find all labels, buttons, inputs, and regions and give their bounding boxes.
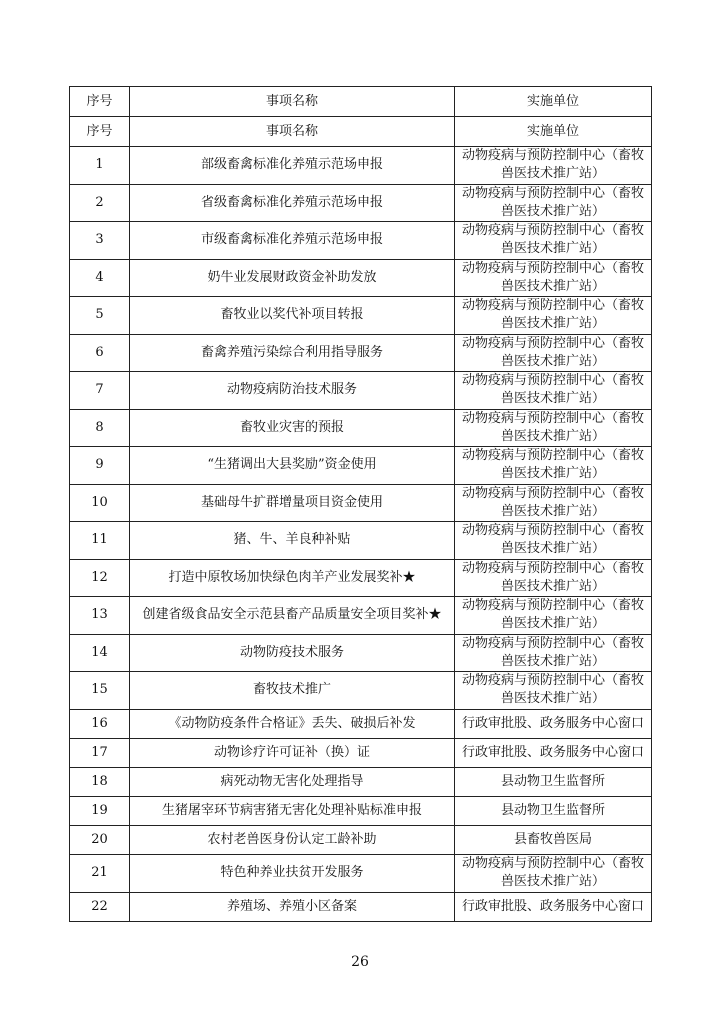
row-unit: 动物疫病与预防控制中心（畜牧兽医技术推广站） — [455, 297, 652, 335]
row-unit: 动物疫病与预防控制中心（畜牧兽医技术推广站） — [455, 854, 652, 892]
row-item: 畜牧业以奖代补项目转报 — [130, 297, 455, 335]
table-row — [70, 334, 652, 372]
row-unit: 行政审批股、政务服务中心窗口 — [455, 892, 652, 921]
row-item: 省级畜禽标准化养殖示范场申报 — [130, 184, 455, 222]
row-no: 8 — [70, 409, 130, 447]
row-item: 奶牛业发展财政资金补助发放 — [130, 259, 455, 297]
row-no: 9 — [70, 447, 130, 485]
row-no: 3 — [70, 222, 130, 260]
row-no: 14 — [70, 634, 130, 672]
row-item: 动物疫病防治技术服务 — [130, 372, 455, 410]
header-unit: 实施单位 — [455, 87, 652, 117]
table-row — [70, 796, 652, 825]
table-row — [70, 672, 652, 710]
table-row — [70, 767, 652, 796]
row-no: 2 — [70, 184, 130, 222]
table-header-row — [70, 117, 652, 147]
table-row — [70, 147, 652, 185]
row-item: 生猪屠宰环节病害猪无害化处理补贴标准申报 — [130, 796, 455, 825]
row-no: 5 — [70, 297, 130, 335]
header-no: 序号 — [70, 87, 130, 117]
row-unit: 动物疫病与预防控制中心（畜牧兽医技术推广站） — [455, 672, 652, 710]
row-item: 打造中原牧场加快绿色肉羊产业发展奖补★ — [130, 559, 455, 597]
row-item: 特色种养业扶贫开发服务 — [130, 854, 455, 892]
row-unit: 动物疫病与预防控制中心（畜牧兽医技术推广站） — [455, 259, 652, 297]
row-no: 21 — [70, 854, 130, 892]
row-no: 19 — [70, 796, 130, 825]
row-unit: 行政审批股、政务服务中心窗口 — [455, 709, 652, 738]
row-unit: 动物疫病与预防控制中心（畜牧兽医技术推广站） — [455, 147, 652, 185]
row-item: “生猪调出大县奖励”资金使用 — [130, 447, 455, 485]
row-unit: 动物疫病与预防控制中心（畜牧兽医技术推广站） — [455, 409, 652, 447]
table-row — [70, 559, 652, 597]
row-unit: 县动物卫生监督所 — [455, 796, 652, 825]
header-unit: 实施单位 — [455, 117, 652, 147]
row-item: 养殖场、养殖小区备案 — [130, 892, 455, 921]
row-item: 畜禽养殖污染综合利用指导服务 — [130, 334, 455, 372]
table-row — [70, 597, 652, 635]
table-row — [70, 738, 652, 767]
row-item: 《动物防疫条件合格证》丢失、破损后补发 — [130, 709, 455, 738]
header-no: 序号 — [70, 117, 130, 147]
header-item: 事项名称 — [130, 117, 455, 147]
row-no: 22 — [70, 892, 130, 921]
table-row — [70, 825, 652, 854]
row-unit: 动物疫病与预防控制中心（畜牧兽医技术推广站） — [455, 522, 652, 560]
row-item: 动物防疫技术服务 — [130, 634, 455, 672]
table-row — [70, 892, 652, 921]
row-item: 市级畜禽标准化养殖示范场申报 — [130, 222, 455, 260]
row-no: 1 — [70, 147, 130, 185]
table-row — [70, 184, 652, 222]
row-unit: 动物疫病与预防控制中心（畜牧兽医技术推广站） — [455, 484, 652, 522]
table-row — [70, 447, 652, 485]
row-item: 畜牧技术推广 — [130, 672, 455, 710]
row-unit: 动物疫病与预防控制中心（畜牧兽医技术推广站） — [455, 597, 652, 635]
row-unit: 动物疫病与预防控制中心（畜牧兽医技术推广站） — [455, 222, 652, 260]
row-no: 18 — [70, 767, 130, 796]
row-no: 15 — [70, 672, 130, 710]
table-row — [70, 259, 652, 297]
services-table — [69, 86, 652, 922]
row-no: 6 — [70, 334, 130, 372]
row-item: 创建省级食品安全示范县畜产品质量安全项目奖补★ — [130, 597, 455, 635]
row-no: 7 — [70, 372, 130, 410]
row-no: 10 — [70, 484, 130, 522]
table-row — [70, 522, 652, 560]
row-unit: 动物疫病与预防控制中心（畜牧兽医技术推广站） — [455, 372, 652, 410]
table-row — [70, 222, 652, 260]
row-unit: 行政审批股、政务服务中心窗口 — [455, 738, 652, 767]
row-unit: 动物疫病与预防控制中心（畜牧兽医技术推广站） — [455, 334, 652, 372]
row-unit: 动物疫病与预防控制中心（畜牧兽医技术推广站） — [455, 634, 652, 672]
row-unit: 动物疫病与预防控制中心（畜牧兽医技术推广站） — [455, 184, 652, 222]
table-row — [70, 484, 652, 522]
row-item: 病死动物无害化处理指导 — [130, 767, 455, 796]
row-item: 畜牧业灾害的预报 — [130, 409, 455, 447]
row-unit: 动物疫病与预防控制中心（畜牧兽医技术推广站） — [455, 447, 652, 485]
header-item: 事项名称 — [130, 87, 455, 117]
table-row — [70, 297, 652, 335]
row-no: 11 — [70, 522, 130, 560]
table-row — [70, 709, 652, 738]
table-row — [70, 372, 652, 410]
table-header-row — [70, 87, 652, 117]
row-no: 20 — [70, 825, 130, 854]
row-item: 动物诊疗许可证补（换）证 — [130, 738, 455, 767]
row-item: 农村老兽医身份认定工龄补助 — [130, 825, 455, 854]
row-no: 12 — [70, 559, 130, 597]
row-no: 16 — [70, 709, 130, 738]
row-unit: 县畜牧兽医局 — [455, 825, 652, 854]
row-no: 17 — [70, 738, 130, 767]
page-number: 26 — [351, 954, 369, 970]
row-unit: 动物疫病与预防控制中心（畜牧兽医技术推广站） — [455, 559, 652, 597]
table-row — [70, 634, 652, 672]
row-item: 基础母牛扩群增量项目资金使用 — [130, 484, 455, 522]
table-row — [70, 854, 652, 892]
table-row — [70, 409, 652, 447]
row-no: 4 — [70, 259, 130, 297]
row-no: 13 — [70, 597, 130, 635]
row-unit: 县动物卫生监督所 — [455, 767, 652, 796]
row-item: 猪、牛、羊良种补贴 — [130, 522, 455, 560]
row-item: 部级畜禽标准化养殖示范场申报 — [130, 147, 455, 185]
